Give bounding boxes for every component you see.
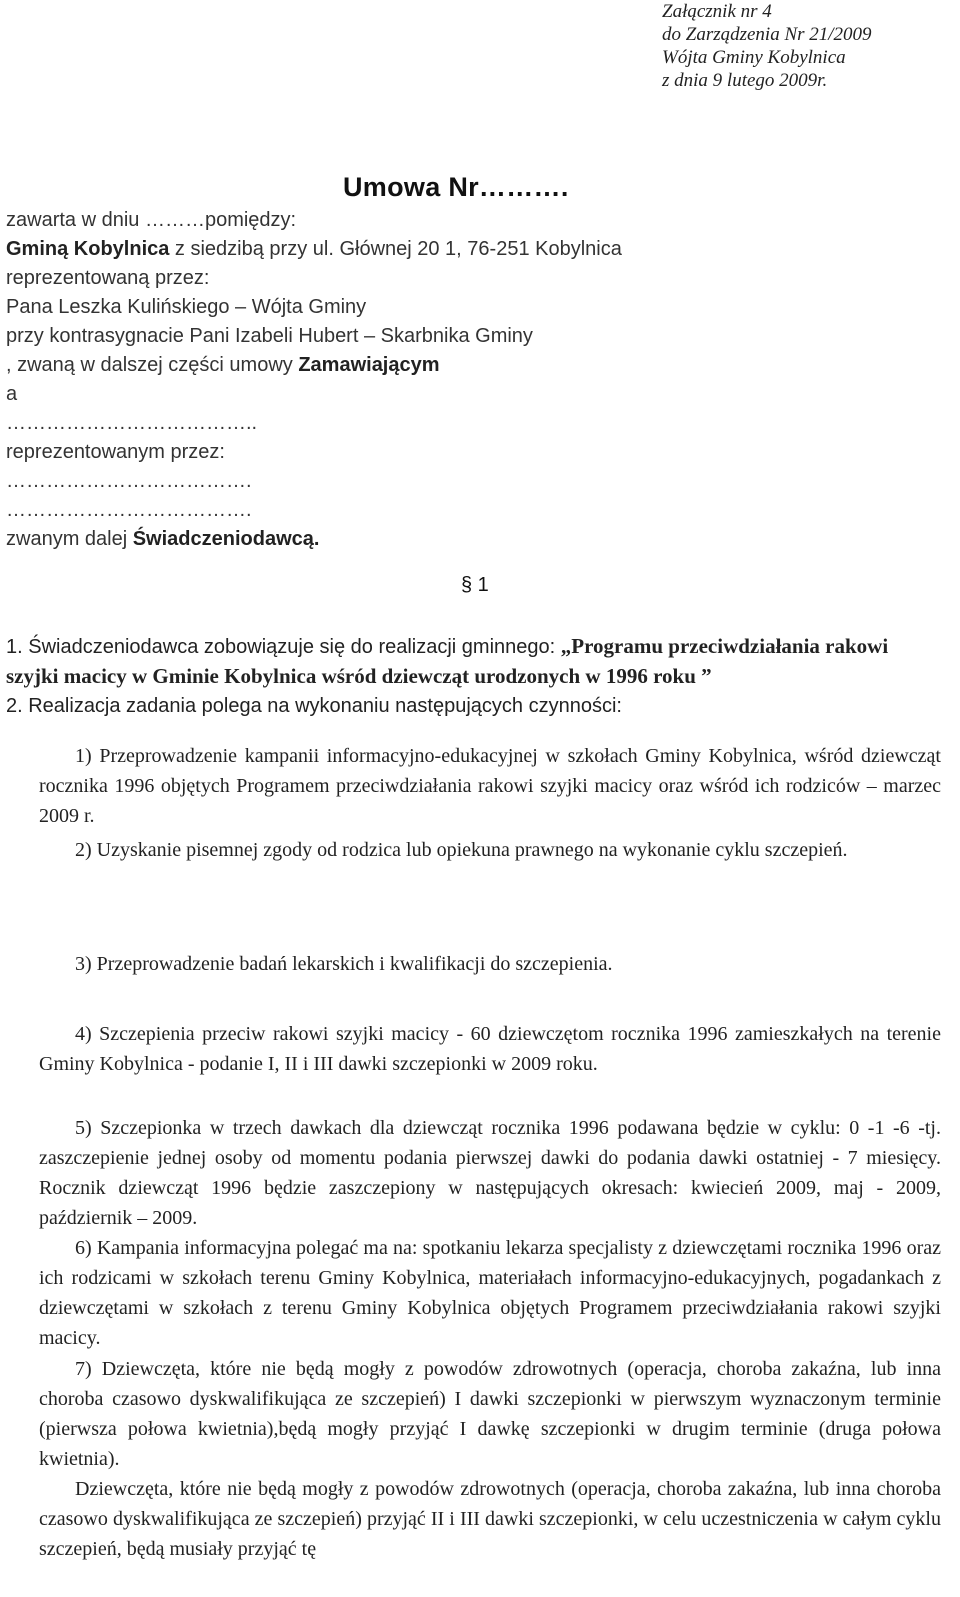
orderer-line: [6, 351, 622, 380]
municipality-address: z siedzibą przy ul. Głównej 20 1, 76-251 Kobylnica: [169, 238, 622, 260]
municipality-line: [6, 235, 622, 264]
provider-prefix: zwanym dalej: [6, 528, 133, 550]
clause-1-text: [6, 632, 941, 692]
provider-name-blank: ………………………………..: [6, 412, 258, 434]
annex-line: Wójta Gminy Kobylnica: [662, 47, 846, 68]
item-6: 6) Kampania informacyjna polegać ma na: spotkaniu lekarza specjalisty z dziewczętami rocznika 1996 oraz ich rodzicami w szkołach terenu Gminy Kobylnica, materiałach informacyjno-edukacyjnych, pogadankach z dziewczętami w szkołach z terenu Gminy Kobylnica objętych Programem przeciwdziałania rakowi szyjki macicy.: [39, 1237, 941, 1349]
orderer-label: Zamawiającym: [298, 354, 440, 376]
annex-line: Załącznik nr 4: [662, 1, 772, 22]
orderer-prefix: , zwaną w dalszej części umowy: [6, 354, 299, 376]
program-name: „Programu przeciwdziałania rakowi szyjki macicy w Gminie Kobylnica wśród dziewcząt urodzonych w 1996 roku ”: [6, 634, 889, 688]
and-line: a: [6, 383, 18, 405]
item-7: 7) Dziewczęta, które nie będą mogły z powodów zdrowotnych (operacja, choroba zakaźna, lub inna choroba czasowo dyskwalifikująca ze szczepień) I dawki szczepionki w pierwszym wyznaczonym terminie (pierwsza połowa kwietnia),będą mogły przyjąć I dawkę szczepionki w drugim terminie (druga połowa kwietnia).: [39, 1358, 941, 1470]
section-mark: § 1: [461, 574, 489, 596]
municipality-name: Gminą Kobylnica: [6, 238, 170, 260]
represented-by-line: reprezentowaną przez:: [6, 267, 210, 289]
clause-1-intro: 1. Świadczeniodawca zobowiązuje się do realizacji gminnego:: [6, 636, 561, 658]
date-line: zawarta w dniu ………pomiędzy:: [6, 209, 297, 231]
provider-label: Świadczeniodawcą.: [132, 528, 320, 550]
clause-2-text: 2. Realizacja zadania polega na wykonaniu następujących czynności:: [6, 695, 622, 717]
provider-rep-blank-2: ……………………………….: [6, 499, 252, 521]
item-5: 5) Szczepionka w trzech dawkach dla dziewcząt rocznika 1996 podawana będzie w cyklu: 0 -1 -6 -tj. zaszczepienie jednej osoby od momentu podania pierwszej dawki do podania dawki ostatniej - 7 miesięcy. Rocznik dziewcząt 1996 będzie zaszczepiony w następujących okresach: kwiecień 2009, maj - 2009, październik – 2009.: [39, 1117, 941, 1229]
parties-block: [6, 206, 622, 554]
annex-header: [662, 0, 872, 92]
item-3: 3) Przeprowadzenie badań lekarskich i kwalifikacji do szczepienia.: [75, 953, 613, 975]
mayor-line: Pana Leszka Kulińskiego – Wójta Gminy: [6, 296, 367, 318]
item-4: 4) Szczepienia przeciw rakowi szyjki macicy - 60 dziewczętom rocznika 1996 zamieszkałych na terenie Gminy Kobylnica - podanie I, II i III dawki szczepionki w 2009 roku.: [39, 1023, 941, 1075]
item-2: 2) Uzyskanie pisemnej zgody od rodzica lub opiekuna prawnego na wykonanie cyklu szczepień.: [75, 839, 848, 861]
item-1: 1) Przeprowadzenie kampanii informacyjno-edukacyjnej w szkołach Gminy Kobylnica, wśród dziewcząt rocznika 1996 objętych Programem przeciwdziałania rakowi szyjki macicy oraz wśród ich rodziców – marzec 2009 r.: [39, 745, 941, 827]
clause-1: [6, 632, 941, 721]
provider-represented-line: reprezentowanym przez:: [6, 441, 225, 463]
annex-line: do Zarządzenia Nr 21/2009: [662, 24, 872, 45]
countersign-line: przy kontrasygnacie Pani Izabeli Hubert – Skarbnika Gminy: [6, 325, 533, 347]
provider-rep-blank-1: ……………………………….: [6, 470, 252, 492]
provider-line: [6, 525, 622, 554]
item-8: Dziewczęta, które nie będą mogły z powodów zdrowotnych (operacja, choroba zakaźna, lub inna choroba czasowo dyskwalifikująca ze szczepień) przyjąć II i III dawki szczepionki, w celu uczestniczenia w całym cyklu szczepień, będą musiały przyjąć tę: [39, 1478, 941, 1560]
annex-line: z dnia 9 lutego 2009r.: [662, 70, 828, 91]
document-title: Umowa Nr……….: [343, 172, 569, 202]
